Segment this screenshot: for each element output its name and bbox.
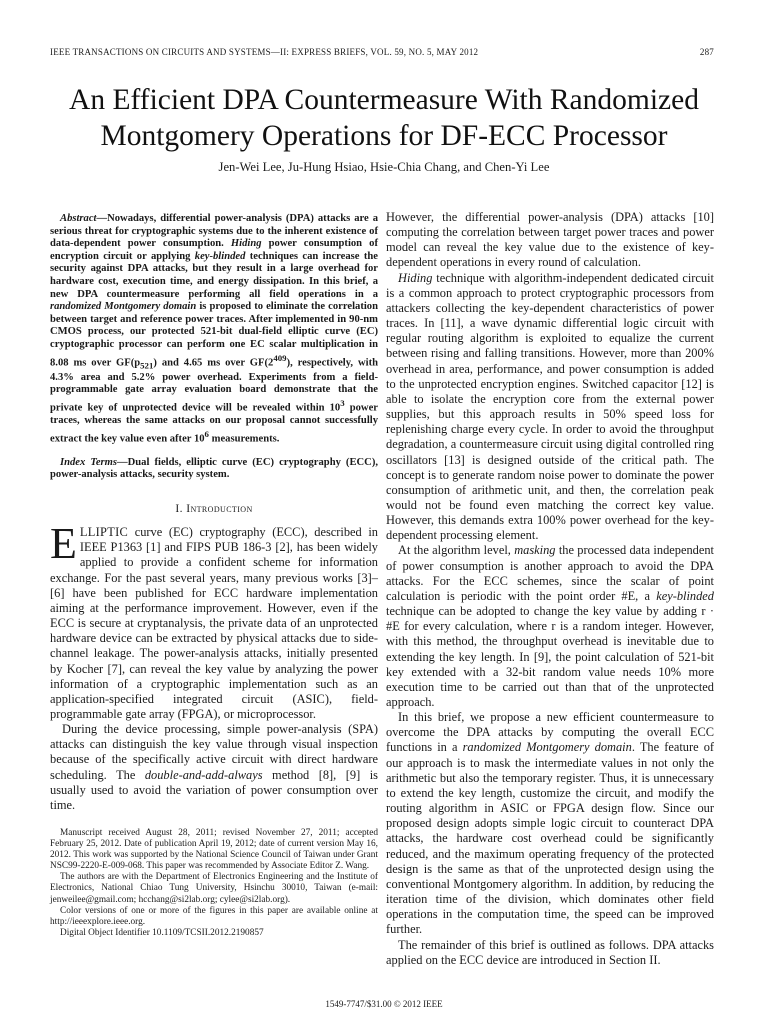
abstract-text: measurements. (208, 433, 280, 445)
abstract-term-rmd: randomized Montgomery domain (50, 301, 197, 313)
right-term: masking (514, 543, 556, 558)
running-header (50, 47, 714, 57)
footnote-affiliation: The authors are with the Department of Electronics Engineering and the Institute of Electronics, National Chiao Tung University, Hsinchu 30010, Taiwan (e-mail: jenweilee@gmail.com; hcchang@si2lab.org; cylee@si2lab.org). (50, 872, 378, 905)
right-paragraph-4 (386, 710, 714, 937)
right-term: Hiding (398, 270, 433, 285)
abstract-lead: Abstract (60, 213, 97, 224)
section-numeral: I. (175, 501, 187, 515)
index-terms-text: —Dual fields, elliptic curve (EC) cryptography (ECC), power-analysis attacks, security system. (50, 456, 378, 481)
lead-caps: LLIPTIC (79, 525, 129, 540)
right-text: In this brief, we propose a new efficient countermeasure to overcome the DPA attacks by computing the overall ECC functions in a (386, 710, 714, 755)
right-term: key-blinded (656, 588, 714, 603)
right-term: randomized Montgomery domain (462, 740, 632, 755)
abstract-superscript: 3 (340, 397, 345, 408)
index-terms-lead: Index Terms (60, 456, 118, 468)
section-title: Introduction (186, 501, 253, 515)
footnote-manuscript: Manuscript received August 28, 2011; revised November 27, 2011; accepted February 25, 2012. Date of publication April 19, 2012; date of current version May 16, 2012. This work was supported by the National Science Council of Taiwan under Grant NSC99-2220-E-009-068. This paper was recommended by Associate Editor Z. Wang. (50, 828, 378, 872)
abstract-text: ) and 4.65 ms over GF(2 (153, 357, 274, 369)
intro-paragraph-1 (50, 519, 378, 722)
right-paragraph-3 (386, 543, 714, 710)
right-text: . The feature of our approach is to mask the intermediate values in not only the arithmetic but also the temporary register. Thus, it is unnecessary to extend the key length, customize the circuit, and modify the routing algorithm in ASIC or FPGA design flow. Since our proposed design adopts simple logic circuit to counteract DPA attacks, the hardware cost overhead could be significantly reduced, and the maximum operating frequency of the protected design is the same as that of the unprotected design using the conventional Montgomery algorithm. In addition, by reducing the iteration time of the division, which dominates other field operations in the computation time, the speed can be improved further. (386, 740, 715, 937)
footnote-doi: Digital Object Identifier 10.1109/TCSII.2012.2190857 (60, 927, 264, 938)
right-paragraph-1: However, the differential power-analysis (DPA) attacks [10] computing the correlation between target power traces and power model can reveal the key value due to the existence of key-dependent operations in every round of calculation. (386, 210, 714, 270)
abstract-text: ), respectively, with 4.3% area and 5.2% power overhead. Experiments from a field-programmable gate array evaluation board demonstrate that the private key of unprotected device will be revealed within 10 (50, 357, 378, 414)
abstract-text: is proposed to eliminate the correlation between target and reference power traces. After implemented in 90-nm CMOS process, our protected 521-bit dual-field elliptic curve (EC) cryptographic processor can perform one EC scalar multiplication in 8.08 ms over GF(p (50, 301, 378, 369)
abstract-subscript: 521 (140, 360, 154, 371)
right-paragraph-5: The remainder of this brief is outlined as follows. DPA attacks applied on the ECC device are introduced in Section II. (386, 937, 714, 967)
intro-text: During the device processing, simple power-analysis (SPA) attacks can distinguish the key value through visual inspection because of the specifically active circuit with direct hardware scheduling. The (50, 722, 378, 782)
abstract-term-hiding: Hiding (230, 238, 262, 250)
index-terms (50, 457, 378, 482)
abstract-text: techniques can increase the security against DPA attacks, but they result in a large overhead for hardware cost, execution time, and energy dissipation. In this brief, a new DPA countermeasure performing all field operations in a (50, 250, 378, 300)
intro-text: curve (EC) cryptography (ECC), described in IEEE P1363 [1] and FIPS PUB 186-3 [2], has been widely applied to provide a confident scheme for information exchange. For the past several years, many previous works [3]–[6] have been published for ECC hardware implementation aiming at the performance improvement. However, even if the ECC is secure at cryptanalysis, the private data of an unprotected hardware device can be extracted by physical attacks due to side-channel leakage. The power-analysis attacks, initially presented by Kocher [7], can reveal the key value by analyzing the power information of a cryptographic implementation such as an application-specified integrated circuit (ASIC), field-programmable gate array (FPGA), or microprocessor. (50, 525, 378, 722)
right-text: At the algorithm level, (398, 543, 515, 558)
intro-text: method [8], [9] is usually used to avoid the variation of power consumption over time. (50, 767, 378, 812)
abstract-term-key-blinded: key-blinded (194, 250, 246, 262)
right-paragraph-2 (386, 271, 714, 544)
title-line-1: An Efficient DPA Countermeasure With Randomized (69, 84, 699, 116)
right-text: the processed data independent of power consumption is another approach to avoid the DPA attacks. For the ECC schemes, since the scalar of point calculation is periodic with the point order #E, a (386, 543, 714, 603)
paper-title (40, 82, 728, 154)
right-text: technique with algorithm-independent dedicated circuit is a common approach to protect cryptographic processors from attackers collecting the key-dependent characteristics of power traces. In [11], a wave dynamic differential logic circuit with regular routing algorithm is exploited to equalize the current between rising and falling transitions. However, more than 200% overhead in area, performance, and power consumption is added to the unprotected encryption engines. Switched capacitor [12] is able to isolate the encryption core from the external power supplies, but this approach results in 50% speed loss for replenishing charge every cycle. In order to avoid the throughput degradation, a countermeasure circuit using digital controlled ring oscillators [13] is designed outside of the critical path. The concept is to generate random noise power to dominate the power consumption of arithmetic unit, and then, the correlation peak would not be found even matching the correct key value. However, this demands extra 100% power overhead for the key-dependent processing element. (386, 270, 714, 543)
footnotes (50, 828, 378, 939)
left-column (50, 213, 378, 813)
abstract-text: —Nowadays, differential power-analysis (DPA) attacks are a serious threat for cryptographic systems due to the inherent existence of data-dependent power consumption. (50, 213, 378, 250)
intro-paragraph-2 (50, 722, 378, 813)
intro-term: double-and-add-always (144, 767, 263, 782)
drop-cap: E (50, 519, 77, 569)
abstract-superscript: 409 (273, 352, 287, 363)
section-heading-introduction (50, 501, 378, 516)
right-text: technique can be adopted to change the key value by adding r · #E for every calculation, where r is a random integer. However, with this method, the throughput overhead is inevitable due to extending the key length. In [9], the point calculation of 521-bit key extended with a 32-bit random value needs 10% more execution time to be carried out than that of the unprotected approach. (386, 604, 714, 709)
footnote-color: Color versions of one or more of the figures in this paper are available online at http://ieeexplore.ieee.org. (50, 905, 378, 927)
abstract (50, 213, 378, 446)
author-list: Jen-Wei Lee, Ju-Hung Hsiao, Hsie-Chia Chang, and Chen-Yi Lee (218, 160, 550, 174)
abstract-superscript: 6 (204, 428, 209, 439)
title-line-2: Montgomery Operations for DF-ECC Processor (100, 120, 668, 152)
abstract-text: power consumption of encryption circuit or applying (50, 238, 379, 262)
journal-name: IEEE TRANSACTIONS ON CIRCUITS AND SYSTEMS—II: EXPRESS BRIEFS, VOL. 59, NO. 5, MAY 2012 (50, 47, 479, 57)
right-column (386, 210, 714, 968)
copyright-footer: 1549-7747/$31.00 © 2012 IEEE (325, 999, 443, 1009)
page-number: 287 (699, 47, 714, 57)
abstract-text: power traces, whereas the same attacks on our proposal cannot successfully extract the key value even after 10 (50, 402, 378, 445)
